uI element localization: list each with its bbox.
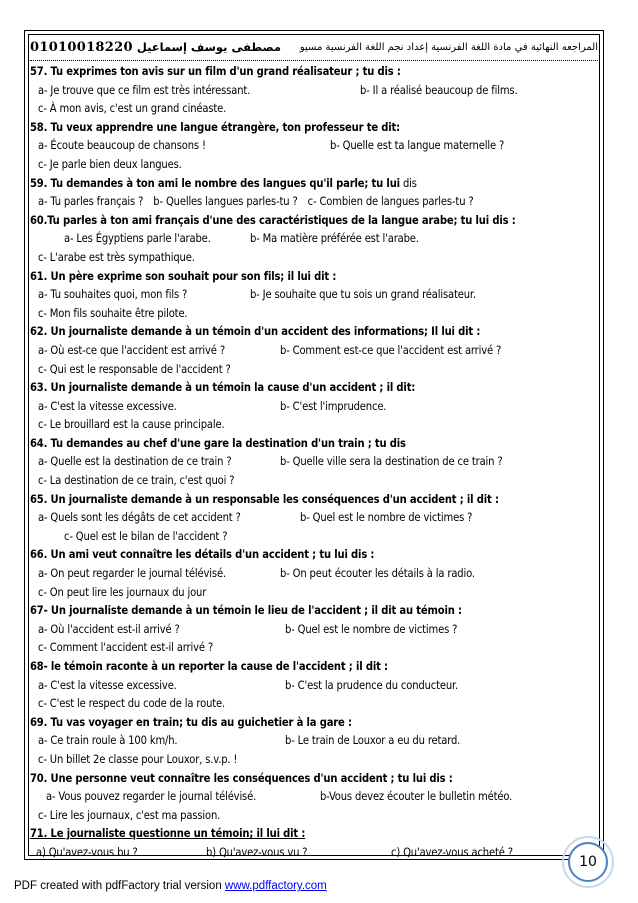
question-text: 66. Un ami veut connaître les détails d'un accident ; tu lui dis : (30, 548, 375, 562)
question-line (30, 379, 598, 398)
answer-line (30, 416, 598, 435)
answer-line (30, 398, 598, 417)
pdf-footer (14, 880, 327, 892)
answer-option: c) Qu'avez-vous acheté ? (391, 845, 513, 859)
answer-option: c- C'est le respect du code de la route. (38, 697, 226, 711)
author-name: مصطفى يوسف إسماعيل (136, 40, 282, 54)
answer-line (30, 677, 598, 696)
answer-option: c- On peut lire les journaux du jour (38, 585, 207, 599)
question-line (30, 175, 598, 194)
answer-option: c- Lire les journaux, c'est ma passion. (38, 808, 221, 822)
answer-line (30, 156, 598, 175)
answer-option: b- Il a réalisé beaucoup de films. (360, 83, 518, 97)
question-text: 58. Tu veux apprendre une langue étrangère, ton professeur te dit: (30, 120, 400, 134)
answer-option: a- Tu souhaites quoi, mon fils ? (38, 288, 188, 302)
question-line (30, 546, 598, 565)
answer-option: a- Quelle est la destination de ce train ? (38, 455, 232, 469)
answer-line (30, 528, 598, 547)
answer-option: c- L'arabe est très sympathique. (38, 250, 195, 264)
question-text: 64. Tu demandes au chef d'une gare la destination d'un train ; tu dis (30, 436, 406, 450)
answer-option: a- Tu parles français ? (38, 195, 144, 209)
answer-option: b- Quelle est ta langue maternelle ? (330, 139, 505, 153)
answer-option: c- La destination de ce train, c'est quoi ? (38, 474, 235, 488)
question-line (30, 119, 598, 138)
question-text: 67- Un journaliste demande à un témoin le lieu de l'accident ; il dit au témoin : (30, 604, 462, 618)
question-text: 57. Tu exprimes ton avis sur un film d'un grand réalisateur ; tu dis : (30, 65, 401, 78)
answer-option: c- Le brouillard est la cause principale. (38, 418, 225, 432)
answer-option: b- C'est la prudence du conducteur. (285, 678, 458, 692)
question-line (30, 63, 598, 82)
footer-link[interactable]: www.pdffactory.com (224, 880, 327, 892)
answer-option: a- Où est-ce que l'accident est arrivé ? (38, 343, 225, 357)
question-text: 60.Tu parles à ton ami français d'une des caractéristiques de la langue arabe; tu lui dis : (30, 213, 516, 227)
answer-option: b- Quelles langues parles-tu ? (153, 195, 298, 209)
answer-line (30, 137, 598, 156)
answer-line (30, 751, 598, 770)
page-header (30, 36, 598, 58)
answer-option: c- Comment l'accident est-il arrivé ? (38, 641, 214, 655)
question-line (30, 602, 598, 621)
answer-line (30, 305, 598, 324)
question-line (30, 268, 598, 287)
question-text: 65. Un journaliste demande à un responsable les conséquences d'un accident ; il dit : (30, 492, 499, 506)
answer-line (30, 584, 598, 603)
answer-line (30, 342, 598, 361)
question-text-tail: dis (399, 176, 417, 190)
answer-line (30, 193, 598, 212)
footer-text: PDF created with pdfFactory trial version (14, 880, 225, 892)
answer-line (30, 807, 598, 826)
answer-line (30, 639, 598, 658)
answer-option: b- Je souhaite que tu sois un grand réalisateur. (250, 288, 476, 302)
answer-option: b) Qu'avez-vous vu ? (206, 845, 308, 859)
question-text: 63. Un journaliste demande à un témoin la cause d'un accident ; il dit: (30, 381, 416, 395)
question-text: 70. Une personne veut connaître les conséquences d'un accident ; tu lui dis : (30, 771, 453, 785)
question-text: 59. Tu demandes à ton ami le nombre des langues qu'il parle; tu lui (30, 176, 400, 190)
questions-list (30, 63, 598, 863)
answer-line (30, 565, 598, 584)
answer-option: c- Mon fils souhaite être pilote. (38, 306, 188, 320)
answer-option: a- C'est la vitesse excessive. (38, 399, 177, 413)
question-text: 71. Le journaliste questionne un témoin; il lui dit : (30, 827, 306, 841)
question-text: 61. Un père exprime son souhait pour son fils; il lui dit : (30, 269, 337, 283)
answer-option: c- Quel est le bilan de l'accident ? (64, 529, 228, 543)
answer-option: c- Qui est le responsable de l'accident ? (38, 362, 231, 376)
question-line (30, 491, 598, 510)
answer-line (30, 453, 598, 472)
question-line (30, 212, 598, 231)
page-number: 10 (568, 842, 608, 882)
answer-option: a) Qu'avez-vous bu ? (36, 845, 138, 859)
answer-option: b- Quel est le nombre de victimes ? (300, 511, 473, 525)
answer-option: b- Ma matière préférée est l'arabe. (250, 232, 419, 246)
question-line (30, 825, 598, 844)
answer-option: a- Écoute beaucoup de chansons ! (38, 139, 206, 153)
author-phone: 01010018220 (30, 39, 133, 55)
question-line (30, 323, 598, 342)
answer-line (30, 621, 598, 640)
answer-option: b- Le train de Louxor a eu du retard. (285, 734, 461, 748)
answer-line (30, 361, 598, 380)
answer-option: c- À mon avis, c'est un grand cinéaste. (38, 102, 227, 116)
answer-line (30, 230, 598, 249)
answer-option: a- On peut regarder le journal télévisé. (38, 567, 226, 581)
answer-option: b- Quelle ville sera la destination de ce train ? (280, 455, 503, 469)
answer-option: c- Je parle bien deux langues. (38, 157, 182, 171)
answer-line (30, 286, 598, 305)
header-title: المراجعه النهائية في مادة اللغة الفرنسية إعداد نجم اللغة الفرنسية مسيو (299, 41, 598, 53)
answer-line (30, 249, 598, 268)
answer-option: a- Je trouve que ce film est très intéressant. (38, 83, 251, 97)
answer-option: a- Ce train roule à 100 km/h. (38, 734, 178, 748)
answer-line (30, 82, 598, 101)
question-line (30, 658, 598, 677)
answer-line (30, 472, 598, 491)
question-text: 62. Un journaliste demande à un témoin d'un accident des informations; Il lui dit : (30, 325, 481, 339)
answer-line (30, 100, 598, 119)
answer-line (30, 695, 598, 714)
answer-option: b- Quel est le nombre de victimes ? (285, 622, 458, 636)
answer-line (30, 732, 598, 751)
answer-option: b- C'est l'imprudence. (280, 399, 387, 413)
question-line (30, 435, 598, 454)
question-text: 69. Tu vas voyager en train; tu dis au guichetier à la gare : (30, 715, 352, 729)
answer-option: c- Un billet 2e classe pour Louxor, s.v.p. ! (38, 752, 238, 766)
answer-option: a- Quels sont les dégâts de cet accident ? (38, 511, 241, 525)
question-text: 68- le témoin raconte à un reporter la cause de l'accident ; il dit : (30, 660, 388, 673)
answer-option: c- Combien de langues parles-tu ? (307, 195, 474, 209)
answer-line (30, 509, 598, 528)
answer-option: a- Les Égyptiens parle l'arabe. (64, 232, 211, 246)
question-line (30, 770, 598, 789)
answer-option: b- Comment est-ce que l'accident est arrivé ? (280, 343, 502, 357)
answer-option: a- Vous pouvez regarder le journal télévisé. (46, 790, 257, 804)
answer-line (30, 844, 598, 863)
header-divider (30, 60, 598, 61)
question-line (30, 714, 598, 733)
answer-option: a- Où l'accident est-il arrivé ? (38, 622, 180, 636)
answer-line (30, 788, 598, 807)
answer-option: a- C'est la vitesse excessive. (38, 678, 177, 692)
answer-option: b- On peut écouter les détails à la radio. (280, 567, 475, 581)
answer-option: b-Vous devez écouter le bulletin météo. (320, 790, 513, 804)
